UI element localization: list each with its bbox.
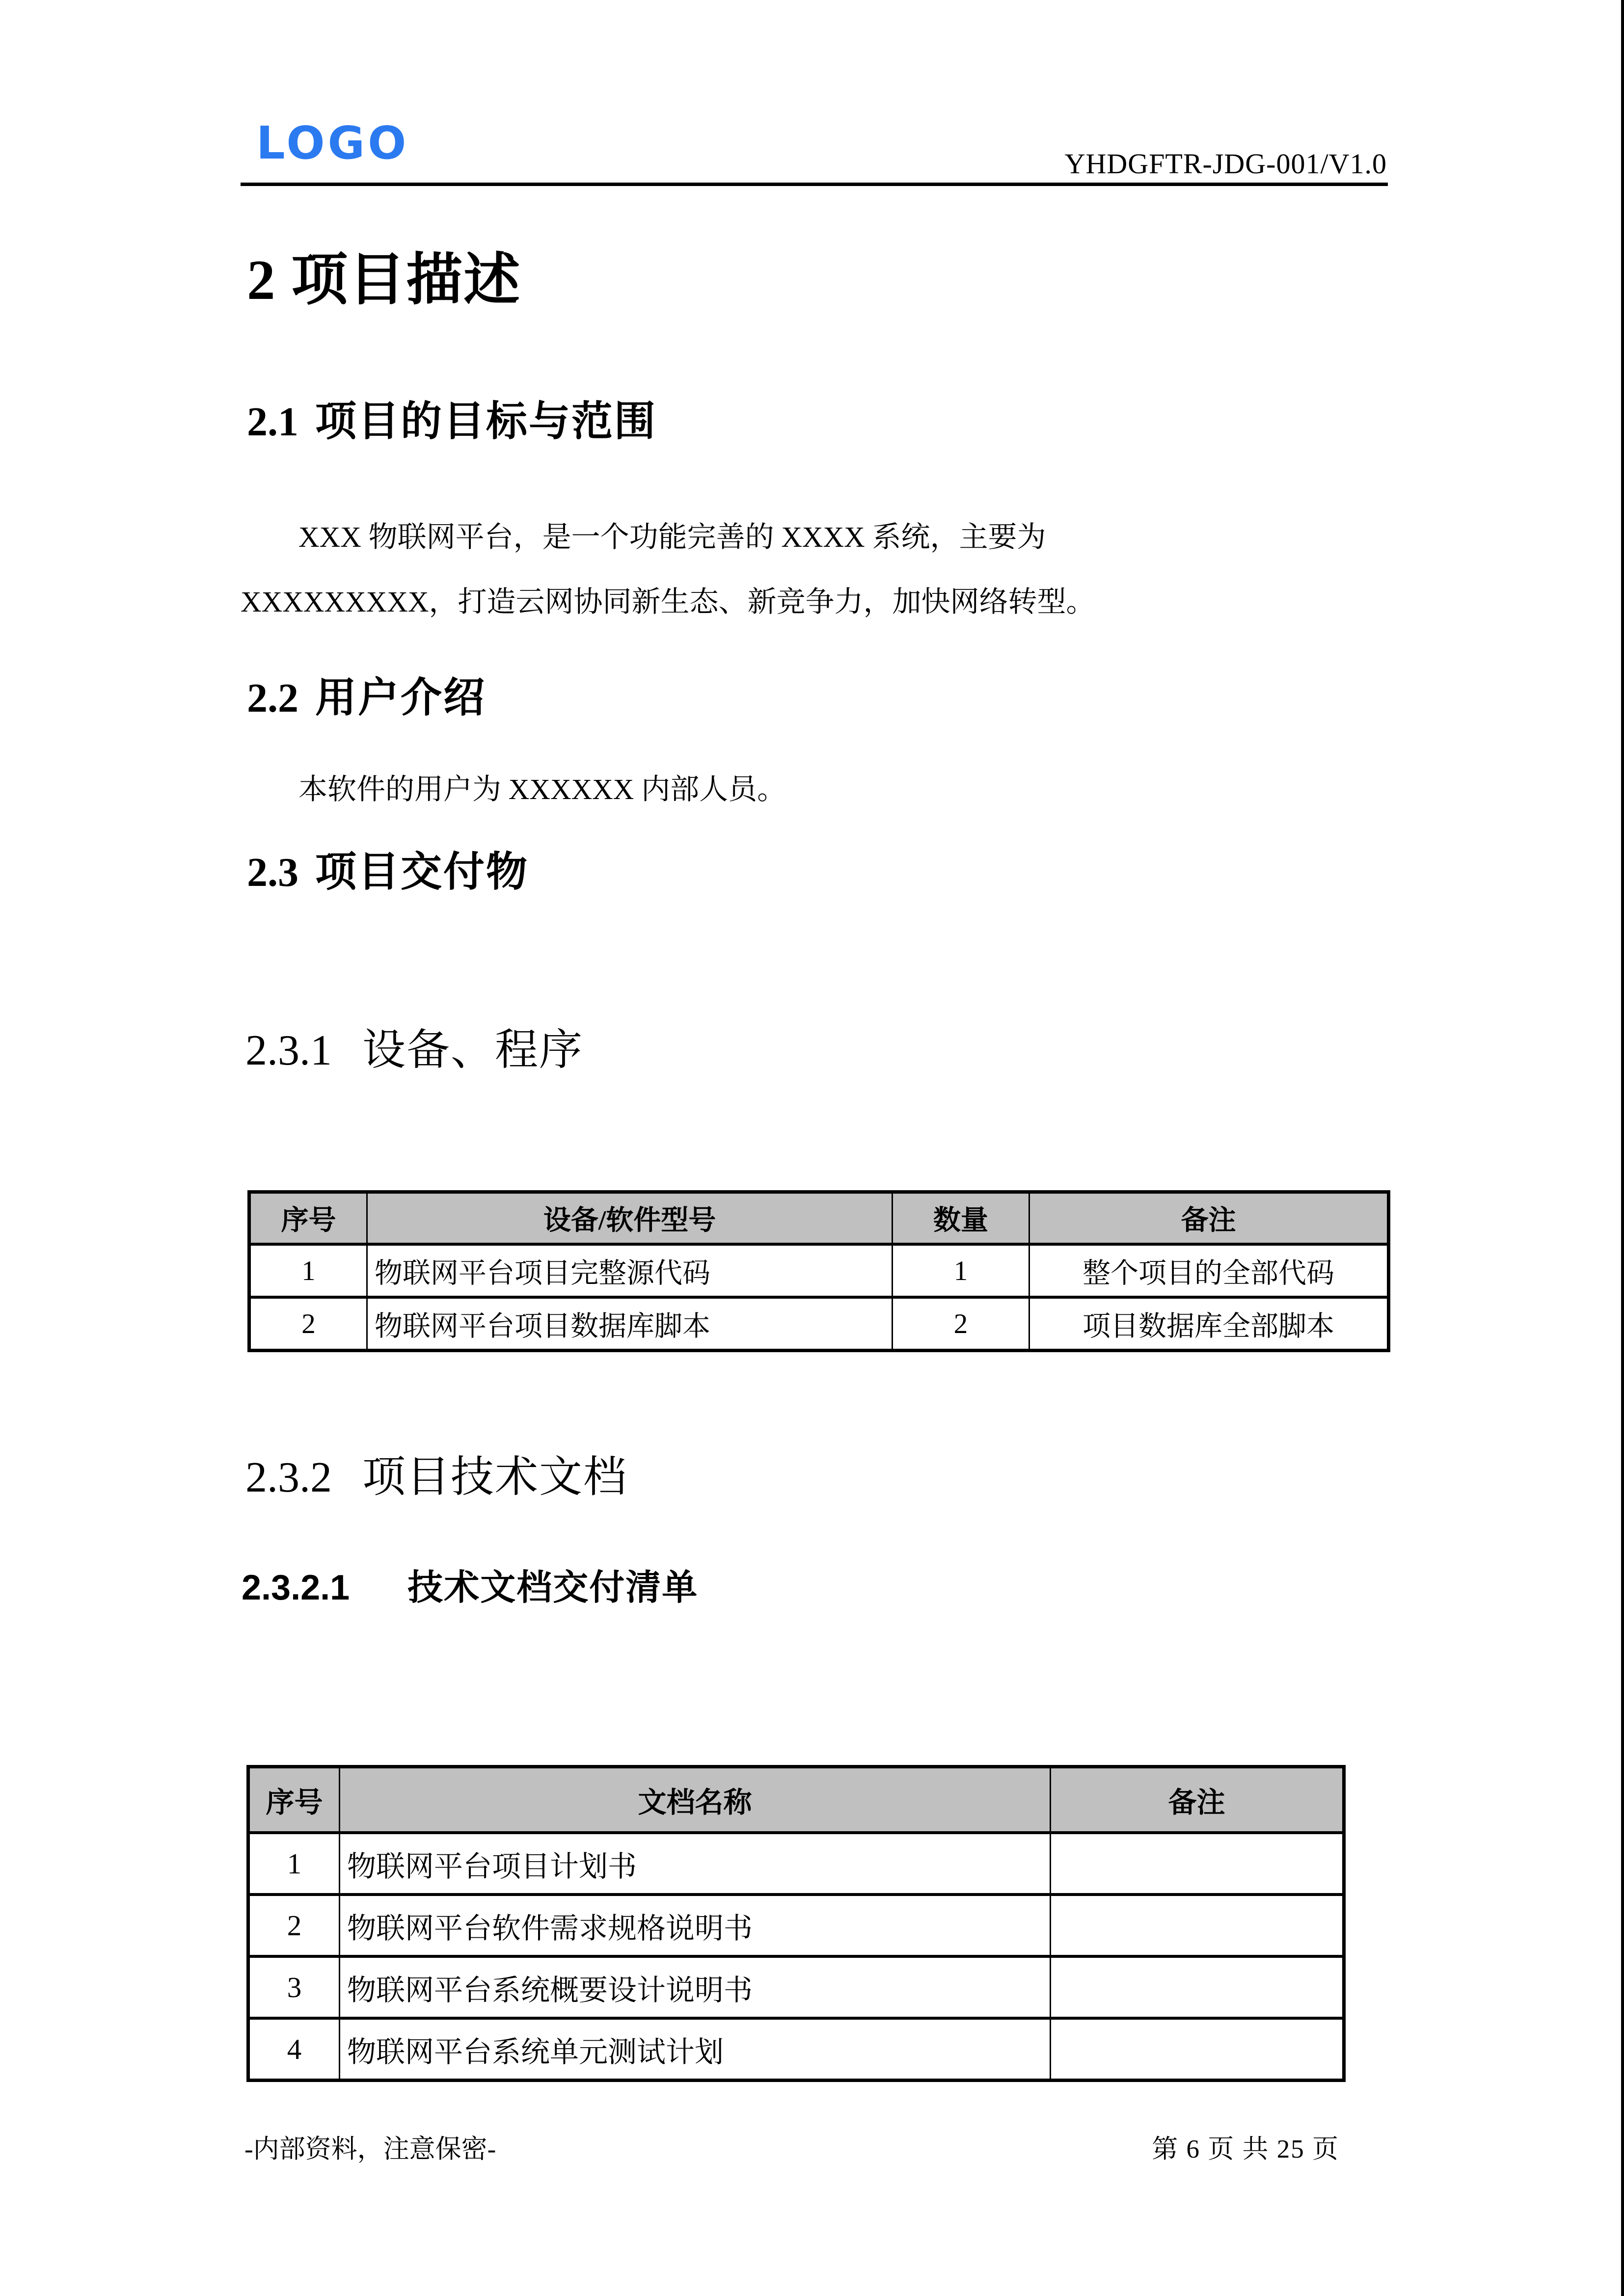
cell-note: 项目数据库全部脚本 xyxy=(1029,1297,1389,1351)
paragraph-line: 本软件的用户为 XXXXXX 内部人员。 xyxy=(298,773,786,805)
cell-no: 1 xyxy=(248,1833,340,1895)
section-heading-2-2 xyxy=(247,675,486,721)
column-header-no: 序号 xyxy=(248,1767,340,1833)
table-row xyxy=(248,1895,1344,1956)
deliverables-table-devices xyxy=(247,1190,1390,1352)
cell-item: 物联网平台项目数据库脚本 xyxy=(367,1297,893,1351)
page-title: 2 项目描述 xyxy=(247,249,521,311)
section-heading-text: 项目的目标与范围 xyxy=(315,398,657,444)
paragraph-line: XXX 物联网平台，是一个功能完善的 XXXX 系统，主要为 xyxy=(298,521,1046,553)
header-divider xyxy=(241,183,1388,186)
footer-confidential-note: -内部资料，注意保密- xyxy=(244,2135,496,2163)
column-header-qty: 数量 xyxy=(893,1192,1029,1245)
section-heading-2-3-2 xyxy=(245,1453,627,1502)
cell-no: 2 xyxy=(249,1297,367,1351)
section-heading-text: 用户介绍 xyxy=(315,674,487,721)
cell-no: 4 xyxy=(248,2018,340,2081)
cell-qty: 1 xyxy=(893,1244,1029,1297)
cell-docname: 物联网平台系统单元测试计划 xyxy=(340,2018,1051,2081)
cell-note xyxy=(1051,1895,1344,1956)
column-header-docname: 文档名称 xyxy=(340,1767,1051,1833)
column-header-note: 备注 xyxy=(1029,1192,1389,1245)
column-header-no: 序号 xyxy=(249,1192,367,1245)
table-row xyxy=(248,2018,1344,2081)
section-heading-text: 设备、程序 xyxy=(362,1027,584,1074)
paragraph-goal-scope xyxy=(241,505,1392,634)
cell-note xyxy=(1051,1956,1344,2018)
section-number: 2.3.2.1 xyxy=(242,1568,350,1607)
section-number: 2.2 xyxy=(247,675,298,721)
cell-qty: 2 xyxy=(893,1297,1029,1351)
deliverables-table-documents xyxy=(246,1765,1346,2082)
cell-no: 2 xyxy=(248,1895,340,1956)
section-heading-text: 项目技术文档 xyxy=(362,1454,628,1501)
section-number: 2.1 xyxy=(247,399,298,445)
table-row xyxy=(249,1297,1389,1351)
cell-note xyxy=(1051,2018,1344,2081)
table-row xyxy=(248,1956,1344,2018)
cell-docname: 物联网平台系统概要设计说明书 xyxy=(340,1956,1051,2018)
cell-note: 整个项目的全部代码 xyxy=(1029,1244,1389,1297)
section-number: 2.3 xyxy=(247,850,298,895)
section-heading-2-3 xyxy=(247,849,529,895)
footer-page-number: 第 6 页 共 25 页 xyxy=(1152,2135,1339,2163)
cell-docname: 物联网平台项目计划书 xyxy=(340,1833,1051,1895)
paragraph-line: XXXXXXXXX，打造云网协同新生态、新竞争力，加快网络转型。 xyxy=(241,586,1095,618)
table-header-row xyxy=(249,1192,1389,1245)
table-row xyxy=(249,1244,1389,1297)
page-right-edge xyxy=(1621,0,1624,2296)
doc-number: YHDGFTR-JDG-001/V1.0 xyxy=(1064,148,1387,180)
cell-item: 物联网平台项目完整源代码 xyxy=(367,1244,893,1297)
table-row xyxy=(248,1833,1344,1895)
column-header-model: 设备/软件型号 xyxy=(367,1192,893,1245)
section-number: 2.3.2 xyxy=(245,1454,332,1501)
section-heading-2-3-1 xyxy=(245,1026,583,1075)
paragraph-users xyxy=(241,757,1392,822)
table-header-row xyxy=(248,1767,1344,1833)
company-logo: LOGO xyxy=(256,117,409,169)
section-heading-2-3-2-1 xyxy=(242,1569,698,1607)
column-header-note: 备注 xyxy=(1051,1767,1344,1833)
cell-no: 3 xyxy=(248,1956,340,2018)
section-heading-2-1 xyxy=(247,399,657,445)
cell-note xyxy=(1051,1833,1344,1895)
section-number: 2.3.1 xyxy=(245,1027,332,1074)
section-heading-text: 项目交付物 xyxy=(315,849,529,895)
cell-docname: 物联网平台软件需求规格说明书 xyxy=(340,1895,1051,1956)
section-heading-text: 技术文档交付清单 xyxy=(407,1568,699,1607)
cell-no: 1 xyxy=(249,1244,367,1297)
